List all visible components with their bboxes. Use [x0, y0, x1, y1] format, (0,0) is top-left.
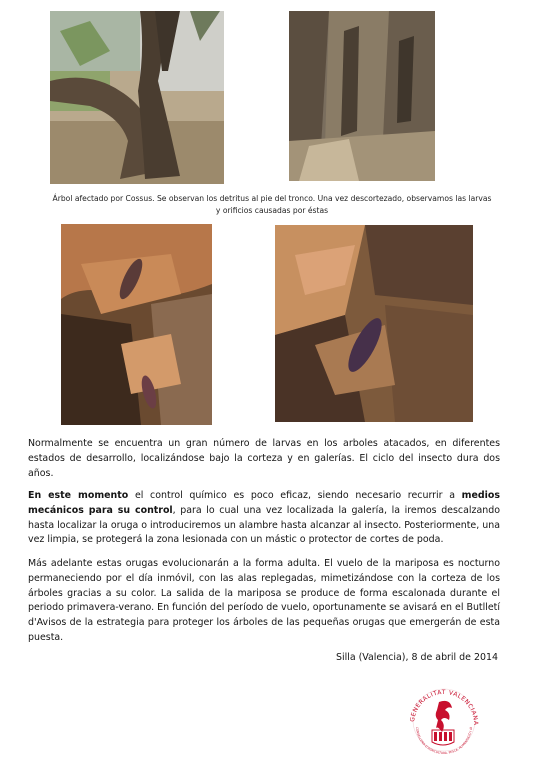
debarked-trunk-photo	[289, 11, 435, 181]
larva-gallery-photo	[275, 225, 473, 422]
paragraph-control-text-2: , para lo cual una vez localizada la galería, la iremos descalzando hasta localizar la oruga o introduciremos un alambre hasta alcanzar al insecto. Posteriormente, una vez limpia, se protegerá la zona lesionada con un mástic o protector de cortes de poda.	[28, 504, 500, 546]
paragraph-larvae: Normalmente se encuentra un gran número de larvas en los arboles atacados, en diferentes estados de desarrollo, localizándose bajo la corteza y en galerías. El ciclo del insecto dura dos años.	[28, 438, 500, 479]
paragraph-control-text-1: el control químico es poco eficaz, siendo necesario recurrir a	[128, 490, 462, 501]
larvae-under-bark-photo	[61, 224, 212, 425]
figure-caption: Árbol afectado por Cossus. Se observan los detritus al pie del tronco. Una vez descortezado, observamos las larvas y orificios causadas por éstas	[52, 194, 492, 215]
date-line: Silla (Valencia), 8 de abril de 2014	[335, 652, 498, 663]
tree-trunk-photo	[50, 11, 224, 184]
svg-text:GENERALITAT VALENCIANA: GENERALITAT VALENCIANA	[409, 688, 480, 726]
emphasis-this-moment: En este momento	[28, 490, 129, 501]
emphasis-mechanical-means: medios mecánicos para su control	[28, 490, 500, 516]
paragraph-control	[28, 489, 500, 548]
svg-text:CONSELLERIA D'AGRICULTURA, PES: CONSELLERIA D'AGRICULTURA, PESCA, ALIMENTACIÓ I AI	[414, 726, 473, 754]
generalitat-seal-logo	[404, 680, 484, 754]
paragraph-adult-moth: Más adelante estas orugas evolucionarán a la forma adulta. El vuelo de la mariposa es nocturno permaneciendo por el día inmóvil, con las alas replegadas, mimetizándose con la corteza de los árboles gracias a su color. La salida de la mariposa se produce de forma escalonada durante el periodo primavera-verano. En función del período de vuelo, oportunamente se avisará en el Butlletí d'Avisos de la estrategia para proteger los árboles de las pequeñas orugas que emergerán de esta puesta.	[28, 558, 500, 643]
